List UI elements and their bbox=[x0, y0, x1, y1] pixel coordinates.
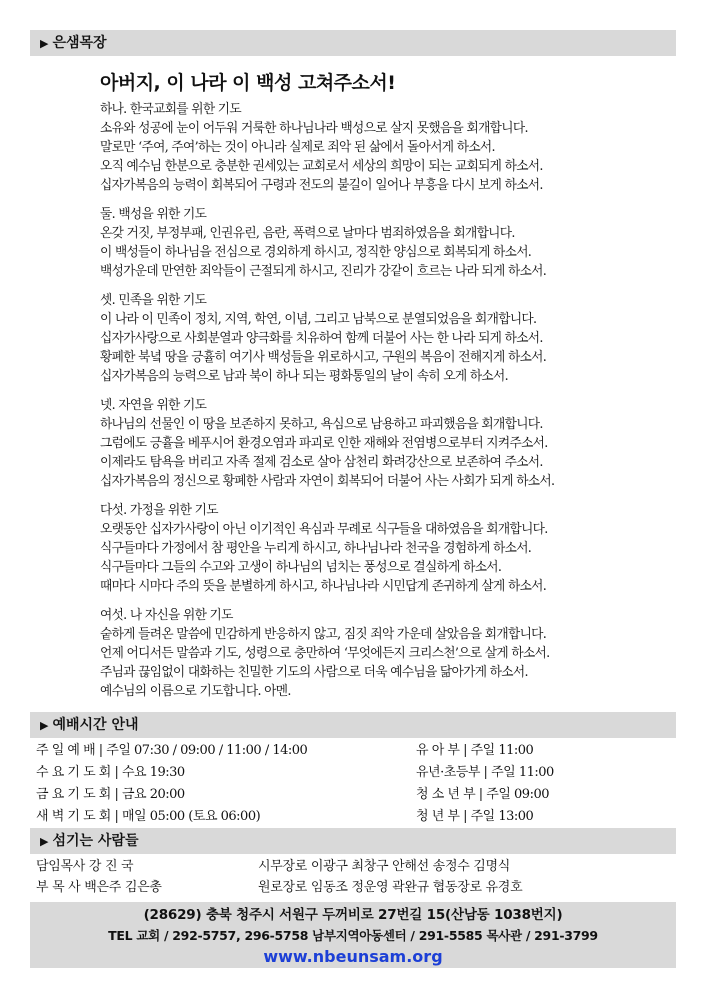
prayer-line: 식구들마다 가정에서 참 평안을 누리게 하시고, 하나님나라 천국을 경험하게 하소서. bbox=[100, 541, 532, 556]
prayer-body bbox=[100, 100, 640, 711]
prayer-line: 그럼에도 긍휼을 베푸시어 환경오염과 파괴로 인한 재해와 전염병으로부터 지켜주소서. bbox=[100, 436, 548, 451]
worship-service-left: 금 요 기 도 회 | 금요 20:00 bbox=[36, 787, 185, 802]
worship-service-right: 유 아 부 | 주일 11:00 bbox=[416, 743, 534, 758]
prayer-section bbox=[100, 205, 640, 281]
staff-left: 부 목 사 백은주 김은총 bbox=[36, 880, 162, 895]
worship-service-left: 수 요 기 도 회 | 수요 19:30 bbox=[36, 765, 185, 780]
prayer-section bbox=[100, 100, 640, 195]
staff-right: 원로장로 임동조 정운영 곽완규 협동장로 유경호 bbox=[258, 880, 523, 895]
worship-row bbox=[36, 784, 636, 806]
worship-row bbox=[36, 806, 636, 828]
prayer-line: 식구들마다 그들의 수고와 고생이 하나님의 넘치는 풍성으로 결실하게 하소서. bbox=[100, 560, 502, 575]
prayer-section bbox=[100, 501, 640, 596]
prayer-section-heading: 넷. 자연을 위한 기도 bbox=[100, 398, 207, 413]
worship-section-title: 예배시간 안내 bbox=[52, 717, 139, 733]
worship-service-left: 새 벽 기 도 회 | 매일 05:00 (토요 06:00) bbox=[36, 809, 261, 824]
church-footer bbox=[30, 902, 676, 968]
church-address: (28629) 충북 청주시 서원구 두꺼비로 27번길 15(산남동 1038번지) bbox=[143, 907, 563, 923]
prayer-section-header bbox=[30, 30, 676, 56]
prayer-line: 오직 예수님 한분으로 충분한 권세있는 교회로서 세상의 희망이 되는 교회되게 하소서. bbox=[100, 159, 543, 174]
prayer-section-heading: 여섯. 나 자신을 위한 기도 bbox=[100, 608, 233, 623]
prayer-section-heading: 셋. 민족을 위한 기도 bbox=[100, 293, 207, 308]
staff-section-header bbox=[30, 828, 676, 854]
prayer-line: 언제 어디서든 말씀과 기도, 성령으로 충만하여 ‘무엇에든지 크리스천’으로 살게 하소서. bbox=[100, 646, 550, 661]
prayer-line: 때마다 시마다 주의 뜻을 분별하게 하시고, 하나님나라 시민답게 존귀하게 살게 하소서. bbox=[100, 579, 547, 594]
prayer-line: 온갖 거짓, 부정부패, 인권유린, 음란, 폭력으로 날마다 범죄하였음을 회개합니다. bbox=[100, 226, 515, 241]
prayer-section bbox=[100, 291, 640, 386]
prayer-section-title: 은샘목장 bbox=[52, 35, 107, 51]
church-phones: TEL 교회 / 292-5757, 296-5758 남부지역아동센터 / 291-5585 목사관 / 291-3799 bbox=[108, 928, 598, 943]
prayer-line: 말로만 ‘주여, 주여’하는 것이 아니라 실제로 죄악 된 삶에서 돌아서게 하소서. bbox=[100, 140, 495, 155]
prayer-section bbox=[100, 606, 640, 701]
prayer-line: 예수님의 이름으로 기도합니다. 아멘. bbox=[100, 684, 291, 699]
staff-right: 시무장로 이광구 최창구 안해선 송정수 김명식 bbox=[258, 859, 511, 874]
church-website-link[interactable]: www.nbeunsam.org bbox=[263, 947, 443, 966]
prayer-line: 백성가운데 만연한 죄악들이 근절되게 하시고, 진리가 강같이 흐르는 나라 되게 하소서. bbox=[100, 264, 547, 279]
worship-service-left: 주 일 예 배 | 주일 07:30 / 09:00 / 11:00 / 14:00 bbox=[36, 743, 308, 758]
prayer-line: 하나님의 선물인 이 땅을 보존하지 못하고, 욕심으로 남용하고 파괴했음을 회개합니다. bbox=[100, 417, 543, 432]
prayer-line: 오랫동안 십자가사랑이 아닌 이기적인 욕심과 무례로 식구들을 대하였음을 회개합니다. bbox=[100, 522, 548, 537]
staff-left: 담임목사 강 진 국 bbox=[36, 859, 134, 874]
prayer-section-heading: 하나. 한국교회를 위한 기도 bbox=[100, 102, 241, 117]
staff-section-title: 섬기는 사람들 bbox=[52, 833, 139, 849]
prayer-line: 십자가사랑으로 사회분열과 양극화를 치유하여 함께 더불어 사는 한 나라 되게 하소서. bbox=[100, 331, 543, 346]
worship-row bbox=[36, 740, 636, 762]
triangle-right-icon: ▶ bbox=[40, 37, 49, 50]
prayer-line: 십자가복음의 능력으로 남과 북이 하나 되는 평화통일의 날이 속히 오게 하소서. bbox=[100, 369, 508, 384]
prayer-section bbox=[100, 396, 640, 491]
prayer-section-heading: 다섯. 가정을 위한 기도 bbox=[100, 503, 218, 518]
prayer-line: 소유와 성공에 눈이 어두워 거룩한 하나님나라 백성으로 살지 못했음을 회개합니다. bbox=[100, 121, 528, 136]
prayer-section-heading: 둘. 백성을 위한 기도 bbox=[100, 207, 207, 222]
prayer-line: 십자가복음의 능력이 회복되어 구령과 전도의 불길이 일어나 부흥을 다시 보게 하소서. bbox=[100, 178, 543, 193]
prayer-line: 황폐한 북녘 땅을 긍휼히 여기사 백성들을 위로하시고, 구원의 복음이 전해지게 하소서. bbox=[100, 350, 547, 365]
prayer-line: 십자가복음의 정신으로 황폐한 사람과 자연이 회복되어 더불어 사는 사회가 되게 하소서. bbox=[100, 474, 555, 489]
worship-row bbox=[36, 762, 636, 784]
worship-section-header bbox=[30, 712, 676, 738]
prayer-line: 이제라도 탐욕을 버리고 자족 절제 검소로 살아 삼천리 화려강산으로 보존하여 주소서. bbox=[100, 455, 543, 470]
worship-schedule bbox=[36, 740, 636, 828]
staff-row bbox=[36, 877, 656, 898]
staff-list bbox=[36, 856, 656, 898]
worship-service-right: 청 년 부 | 주일 13:00 bbox=[416, 809, 534, 824]
staff-row bbox=[36, 856, 656, 877]
triangle-right-icon: ▶ bbox=[40, 835, 49, 848]
worship-service-right: 유년·초등부 | 주일 11:00 bbox=[416, 765, 554, 780]
prayer-line: 이 나라 이 민족이 정치, 지역, 학연, 이념, 그리고 남북으로 분열되었음을 회개합니다. bbox=[100, 312, 537, 327]
prayer-line: 숱하게 들려온 말씀에 민감하게 반응하지 않고, 짐짓 죄악 가운데 살았음을 회개합니다. bbox=[100, 627, 547, 642]
triangle-right-icon: ▶ bbox=[40, 719, 49, 732]
worship-service-right: 청 소 년 부 | 주일 09:00 bbox=[416, 787, 549, 802]
prayer-line: 이 백성들이 하나님을 전심으로 경외하게 하시고, 정직한 양심으로 회복되게 하소서. bbox=[100, 245, 532, 260]
prayer-line: 주님과 끊임없이 대화하는 친밀한 기도의 사람으로 더욱 예수님을 닮아가게 하소서. bbox=[100, 665, 528, 680]
prayer-title: 아버지, 이 나라 이 백성 고쳐주소서! bbox=[100, 72, 396, 94]
